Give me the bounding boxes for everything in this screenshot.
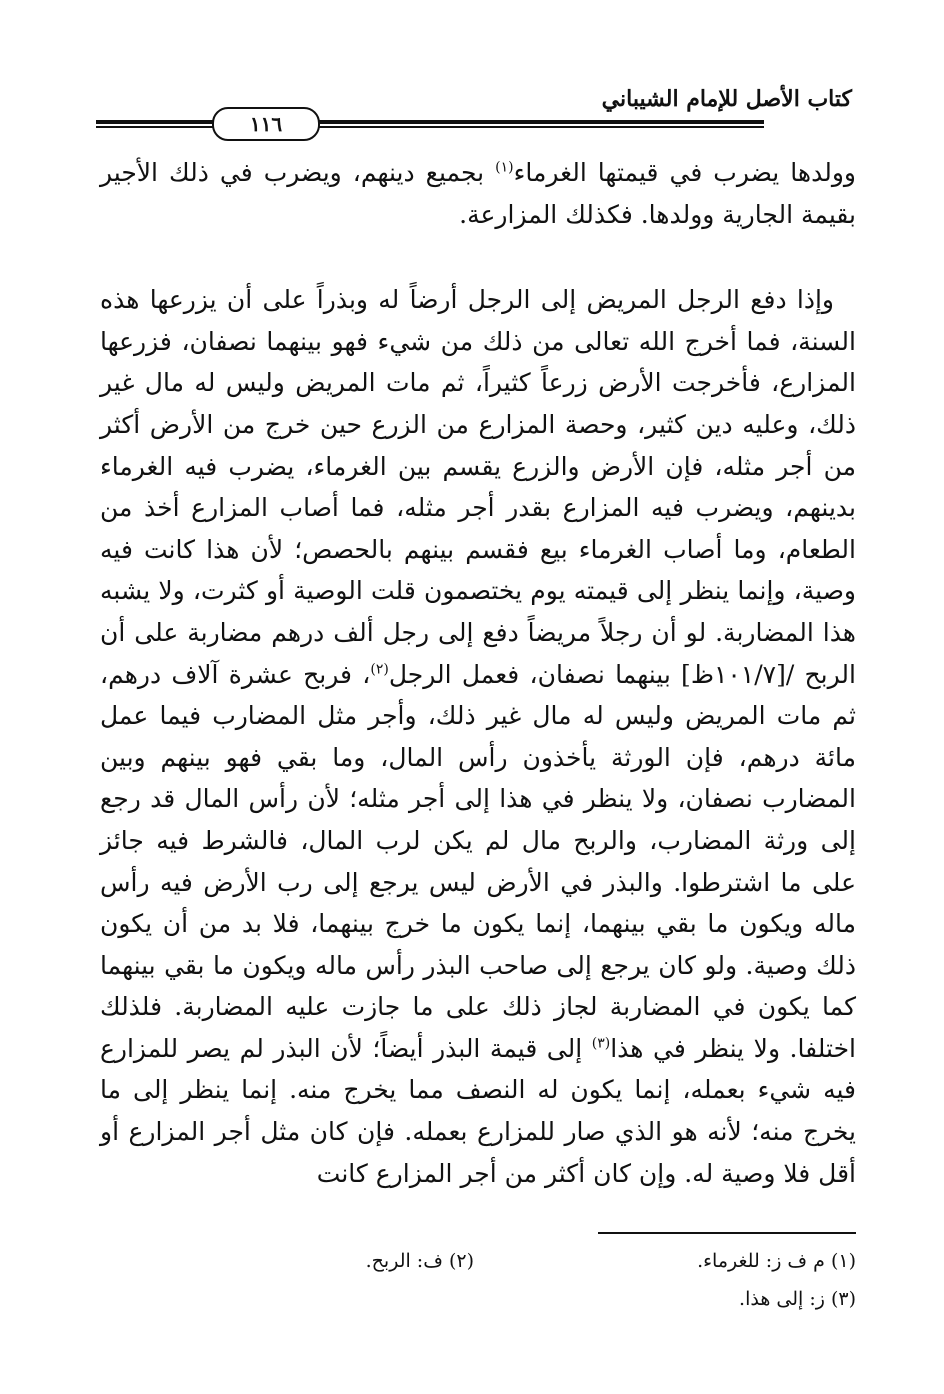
header-rule-thick (96, 120, 764, 124)
footnote-row (100, 1288, 856, 1326)
p2-text-b: ، فربح عشرة آلاف درهم، ثم مات المريض وليس له مال غير ذلك، وأجر مثل المضارب فيما عمل مائة درهم، فإن الورثة يأخذون رأس المال، وما بقي فهو بينهم وبين المضارب نصفان، ولا ينظر في هذا إلى أجر مثله؛ لأن رأس المال قد رجع إلى ورثة المضارب، والربح مال لم يكن لرب المال، فالشرط فيه جائز على ما اشترطوا. والبذر في الأرض ليس يرجع إلى رب الأرض فيه رأس ماله ويكون ما بقي بينهما، إنما يكون ما خرج بينهما، فلا بد من أن يكون ذلك وصية. ولو كان يرجع إلى صاحب البذر رأس ماله ويكون ما بقي بينهما كما يكون في المضاربة لجاز ذلك على ما جازت عليه المضاربة. فلذلك اختلفا. ولا ينظر في هذا (100, 659, 856, 1063)
paragraph-gap (100, 235, 856, 279)
paragraph-2 (100, 279, 856, 1194)
header-rule-thin (96, 126, 764, 128)
p1-text-b: بجميع دينهم، ويضرب في ذلك الأجير بقيمة الجارية وولدها. فكذلك المزارعة. (100, 158, 856, 229)
footnotes (100, 1250, 856, 1326)
main-text (100, 152, 856, 1194)
footnote-ref-2: (٢) (370, 661, 389, 678)
p2-text-c: إلى قيمة البذر أيضاً؛ لأن البذر لم يصر للمزارع فيه شيء بعمله، إنما يكون له النصف مما يخرج منه. إنما ينظر إلى ما يخرج منه؛ لأنه هو الذي صار للمزارع بعمله. فإن كان مثل أجر المزارع أو أقل فلا وصية له. وإن كان أكثر من أجر المزارع كانت (100, 1033, 856, 1188)
footnote-separator (598, 1232, 856, 1234)
paragraph-1 (100, 152, 856, 235)
footnote-ref-1: (١) (495, 159, 514, 176)
page-header (96, 76, 858, 146)
page-number-badge (212, 107, 320, 141)
footnote-row (100, 1250, 856, 1288)
footnote-1: (١) م ف ز: للغرماء. (697, 1250, 856, 1272)
footnote-3: (٣) ز: إلى هذا. (739, 1288, 856, 1310)
book-title: كتاب الأصل للإمام الشيباني (601, 86, 852, 112)
footnote-ref-3: (٣) (591, 1035, 611, 1052)
p1-text-a: وولدها يضرب في قيمتها الغرماء (513, 158, 856, 187)
footnote-2: (٢) ف: الربح. (365, 1250, 474, 1272)
p2-text-a: وإذا دفع الرجل المريض إلى الرجل أرضاً له وبذراً على أن يزرعها هذه السنة، فما أخرج الله تعالى من ذلك من شيء فهو بينهما نصفان، فزرعها المزارع، فأخرجت الأرض زرعاً كثيراً، ثم مات المريض وليس له مال غير ذلك، وعليه دين كثير، وحصة المزارع من الزرع حين خرج من الأرض أكثر من أجر مثله، فإن الأرض والزرع يقسم بين الغرماء، يضرب فيه الغرماء بدينهم، ويضرب فيه المزارع بقدر أجر مثله، فما أصاب المزارع أخذ من الطعام، وما أصاب الغرماء بيع فقسم بينهم بالحصص؛ لأن هذا كانت فيه وصية، وإنما ينظر إلى قيمته يوم يختصمون قلت الوصية أو كثرت، ولا يشبه هذا المضاربة. لو أن رجلاً مريضاً دفع إلى رجل ألف درهم مضاربة على أن الربح /[١٠١/٧ظ] بينهما نصفان، فعمل الرجل (100, 285, 856, 689)
page-number: ١١٦ (249, 112, 283, 136)
